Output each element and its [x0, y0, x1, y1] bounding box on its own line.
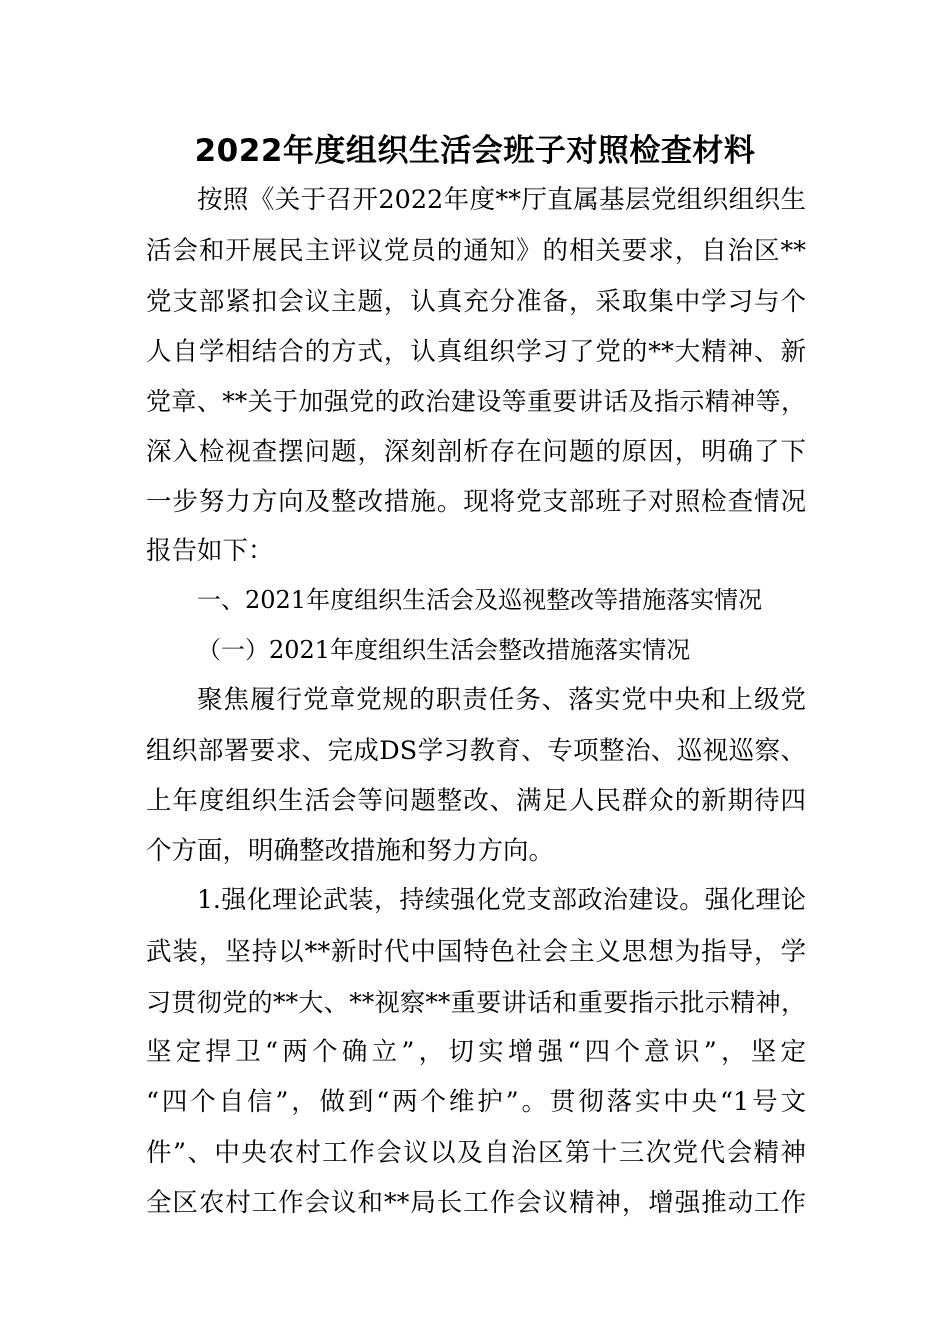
paragraph-line: 上年度组织生活会等问题整改、满足人民群众的新期待四 — [146, 786, 806, 816]
paragraph-line: 习贯彻党的**大、**视察**重要讲话和重要指示批示精神， — [146, 988, 806, 1017]
paragraph-line: 活会和开展民主评议党员的通知》的相关要求，自治区** — [146, 236, 806, 266]
paragraph-line: “四个自信”，做到“两个维护”。贯彻落实中央“1号文 — [146, 1087, 806, 1117]
paragraph-line: 件”、中央农村工作会议以及自治区第十三次党代会精神 — [146, 1138, 806, 1168]
paragraph-line: 人自学相结合的方式，认真组织学习了党的**大精神、新 — [146, 337, 806, 367]
paragraph-line: 党章、**关于加强党的政治建设等重要讲话及指示精神等， — [146, 387, 806, 416]
paragraph-line: 个方面，明确整改措施和努力方向。 — [146, 836, 555, 866]
document-title: 2022年度组织生活会班子对照检查材料 — [194, 133, 756, 169]
paragraph-line: 按照《关于召开2022年度**厅直属基层党组织组织生 — [197, 185, 806, 215]
paragraph-line: 全区农村工作会议和**局长工作会议精神，增强推动工作 — [146, 1188, 806, 1218]
paragraph-line: 聚焦履行党章党规的职责任务、落实党中央和上级党 — [197, 685, 806, 715]
paragraph-line: 党支部紧扣会议主题，认真充分准备，采取集中学习与个 — [146, 287, 806, 317]
paragraph-line: 报告如下： — [146, 536, 274, 566]
paragraph-line: 坚定捍卫“两个确立”，切实增强“四个意识”，坚定 — [146, 1037, 806, 1067]
paragraph-line: 一步努力方向及整改措施。现将党支部班子对照检查情况 — [146, 487, 806, 517]
section-heading: 一、2021年度组织生活会及巡视整改等措施落实情况 — [197, 586, 763, 614]
subsection-heading: （一）2021年度组织生活会整改措施落实情况 — [197, 636, 691, 664]
paragraph-line: 1.强化理论武装，持续强化党支部政治建设。强化理论 — [197, 885, 806, 914]
paragraph-line: 深入检视查摆问题，深刻剖析存在问题的原因，明确了下 — [146, 437, 806, 467]
paragraph-line: 武装，坚持以**新时代中国特色社会主义思想为指导，学 — [146, 937, 806, 967]
paragraph-line: 组织部署要求、完成DS学习教育、专项整治、巡视巡察、 — [146, 736, 806, 766]
